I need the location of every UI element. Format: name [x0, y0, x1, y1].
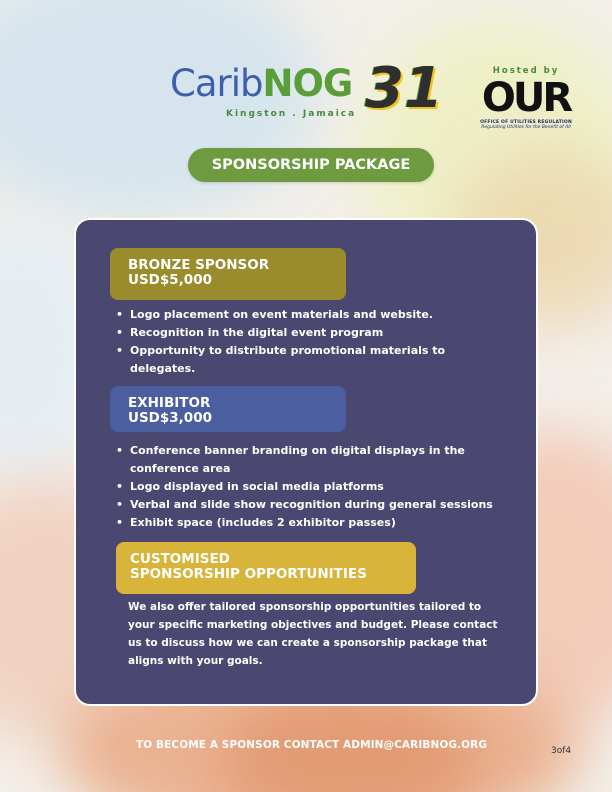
exhibitor-list	[114, 442, 504, 532]
host-block	[477, 66, 575, 146]
contact-line: TO BECOME A SPONSOR CONTACT ADMIN@CARIBNOG.ORG	[136, 739, 488, 751]
host-name: OFFICE OF UTILITIES REGULATION	[480, 120, 572, 125]
logo-number: 31	[365, 56, 443, 121]
custom-description: We also offer tailored sponsorship opportunities tailored to your specific marketing objectives and budget. Please contact us to discuss how we can create a sponsorship package that aligns with your goals.	[128, 601, 498, 667]
logo-location: Kingston . Jamaica	[226, 109, 357, 119]
host-label: Hosted by	[492, 66, 560, 76]
logo-wordmark: CaribNOG	[170, 62, 353, 105]
list-item: • Logo placement on event materials and website.	[114, 306, 494, 324]
page-title: SPONSORSHIP PACKAGE	[188, 148, 434, 182]
exhibitor-name: EXHIBITOR	[128, 395, 211, 411]
bronze-list	[114, 306, 494, 378]
list-item: • Conference banner branding on digital displays in the conference area	[114, 442, 504, 478]
page-number: 3of4	[551, 746, 572, 756]
custom-line1: CUSTOMISED	[130, 551, 230, 567]
list-item: • Exhibit space (includes 2 exhibitor passes)	[114, 514, 504, 532]
list-item: • Verbal and slide show recognition during general sessions	[114, 496, 504, 514]
bronze-heading	[110, 248, 346, 300]
our-logo: OUR	[481, 75, 571, 121]
list-item: • Opportunity to distribute promotional materials to delegates.	[114, 342, 494, 378]
bronze-price: USD$5,000	[128, 272, 212, 288]
custom-heading	[116, 542, 416, 594]
custom-line2: SPONSORSHIP OPPORTUNITIES	[130, 566, 367, 582]
bronze-name: BRONZE SPONSOR	[128, 257, 270, 273]
exhibitor-price: USD$3,000	[128, 410, 212, 426]
caribnog-logo	[170, 56, 445, 126]
list-item: • Logo displayed in social media platforms	[114, 478, 504, 496]
host-tagline: Regulating Utilities for the Benefit of All	[481, 125, 571, 130]
list-item: • Recognition in the digital event program	[114, 324, 494, 342]
exhibitor-heading	[110, 386, 346, 432]
